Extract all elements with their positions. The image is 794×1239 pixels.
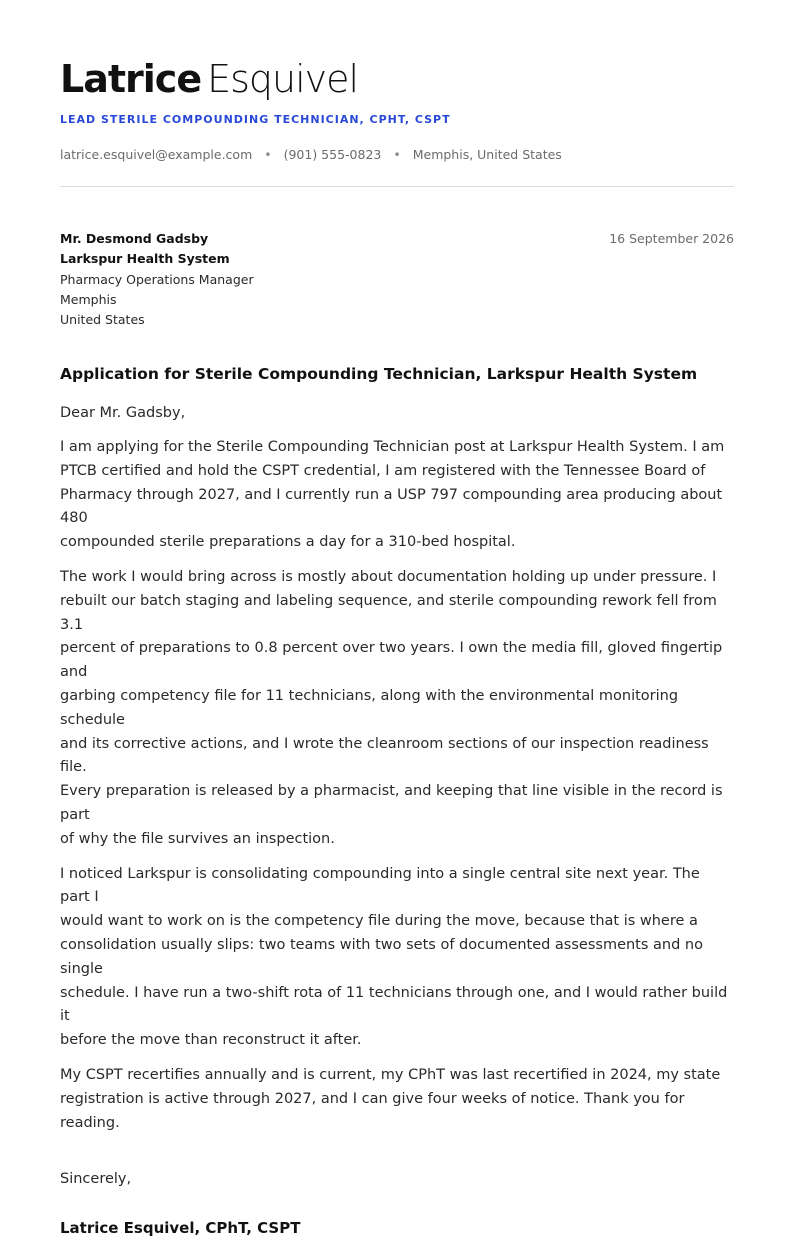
contact-separator: •: [264, 147, 272, 162]
recipient-country: United States: [60, 312, 145, 328]
last-name: Esquivel: [207, 57, 359, 101]
phone-text: (901) 555-0823: [283, 147, 382, 162]
body-paragraph: The work I would bring across is mostly about documentation holding up under pressure. I rebuilt our batch staging and labeling sequence, and sterile compounding rework fell from 3.1 percent of preparations to 0.8 percent over two years. I own the media fill, gloved fingertip and garbing competency file for 11 technicians, along with the environmental monitoring schedule and its corrective actions, and I wrote the cleanroom sections of our inspection readiness file. Every preparation is released by a pharmacist, and keeping that line visible in the record is part of why the file survives an inspection.: [60, 568, 723, 847]
professional-title: LEAD STERILE COMPOUNDING TECHNICIAN, CPHT, CSPT: [60, 113, 451, 126]
salutation: Dear Mr. Gadsby,: [60, 405, 186, 421]
email-text: latrice.esquivel@example.com: [60, 147, 253, 162]
applicant-name: [60, 56, 734, 102]
recipient-name: Mr. Desmond Gadsby: [60, 231, 209, 246]
body-paragraph: I am applying for the Sterile Compounding Technician post at Larkspur Health System. I am PTCB certified and hold the CSPT credential, I am registered with the Tennessee Board of Pharmacy through 2027, and I currently run a USP 797 compounding area producing about 480 compounded sterile preparations a day for a 310-bed hospital.: [60, 439, 725, 551]
signature-name: Latrice Esquivel, CPhT, CSPT: [60, 1219, 301, 1238]
recipient-city: Memphis: [60, 291, 117, 307]
first-name: Latrice: [60, 57, 202, 101]
body-paragraph: My CSPT recertifies annually and is current, my CPhT was last recertified in 2024, my state registration is active through 2027, and I can give four weeks of notice. Thank you for reading.: [60, 1066, 721, 1131]
location-text: Memphis, United States: [412, 147, 562, 162]
recipient-organization: Larkspur Health System: [60, 251, 230, 267]
letter-date: 16 September 2026: [609, 231, 734, 246]
letter-subject: Application for Sterile Compounding Technician, Larkspur Health System: [60, 365, 698, 383]
letter-meta: [60, 229, 734, 329]
contact-info: [60, 146, 734, 164]
header-divider: [60, 186, 734, 187]
contact-separator: •: [393, 147, 401, 162]
recipient-role: Pharmacy Operations Manager: [60, 271, 254, 287]
body-paragraph: I noticed Larkspur is consolidating compounding into a single central site next year. The part I would want to work on is the competency file during the move, because that is where a consolidation usually slips: two teams with two sets of documented assessments and no single schedule. I have run a two-shift rota of 11 technicians through one, and I would rather build it before the move than reconstruct it after.: [60, 865, 728, 1049]
closing-line: Sincerely,: [60, 1171, 132, 1188]
